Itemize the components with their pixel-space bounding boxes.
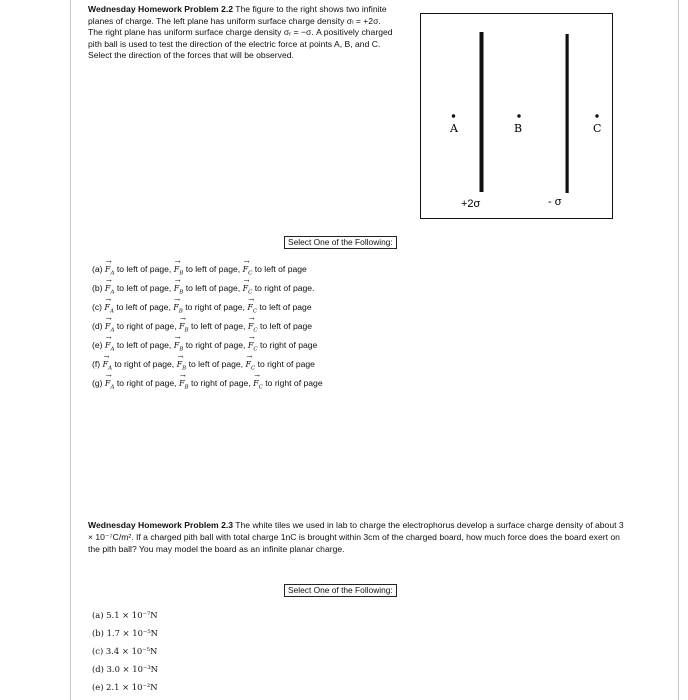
option-fc: to right of page: [260, 340, 318, 350]
left-plane: [480, 32, 484, 192]
option-item[interactable]: [92, 682, 158, 692]
option-item[interactable]: [92, 359, 315, 372]
problem-2-3-text: The white tiles we used in lab to charge the electrophorus develop a surface charge density of about 3 × 10⁻⁷C/m². If a charged pith ball with total charge 1nC is brought within 3cm of the charged board, how much force does the board exert on the pith ball? You may model the board as an infinite planar charge.: [88, 520, 624, 554]
force-a-symbol: → $F_A$: [105, 284, 115, 296]
option-item[interactable]: [92, 664, 158, 674]
option-letter: (e): [92, 682, 104, 692]
force-b-symbol: → $F_B$: [179, 379, 189, 391]
option-fa: to left of page,: [116, 302, 171, 312]
select-one-label-2: Select One of the Following:: [284, 584, 397, 597]
option-item[interactable]: [92, 283, 314, 296]
option-fb: to left of page,: [185, 264, 241, 274]
problem-2-3-statement: [88, 520, 628, 555]
option-fa: to right of page,: [116, 378, 177, 388]
option-fb: to right of page,: [190, 378, 251, 388]
option-item[interactable]: [92, 264, 307, 277]
page-edge-left: [70, 0, 71, 700]
force-a-symbol: → $F_A$: [105, 379, 115, 391]
force-c-symbol: → $F_C$: [245, 360, 255, 372]
option-letter: (c): [92, 302, 103, 312]
option-item[interactable]: [92, 321, 312, 334]
force-b-symbol: → $F_B$: [177, 360, 187, 372]
force-a-symbol: → $F_A$: [104, 303, 114, 315]
option-letter: (c): [92, 646, 104, 656]
option-value: 3.4 × 10⁻⁵N: [105, 646, 158, 656]
option-letter: (a): [92, 610, 104, 620]
right-plane: [566, 34, 569, 193]
option-letter: (d): [92, 321, 103, 331]
option-letter: (d): [92, 664, 104, 674]
option-letter: (b): [92, 283, 103, 293]
point-a-dot: [452, 114, 455, 117]
option-fc: to right of page.: [254, 283, 315, 293]
problem-2-2-text: The figure to the right shows two infinite planes of charge. The left plane has uniform surface charge density σₗ = +2σ. The right plane has uniform surface charge density σᵣ = −σ. A positively charged pith ball is used to test the direction of the electric force at points A, B, and C. Select the direction of the forces that will be observed.: [88, 4, 393, 61]
option-fa: to left of page,: [116, 283, 172, 293]
force-b-symbol: → $F_B$: [174, 284, 184, 296]
planes-diagram: [421, 14, 614, 220]
option-item[interactable]: [92, 378, 323, 391]
left-plane-label: +2σ: [461, 198, 481, 210]
option-item[interactable]: [92, 646, 157, 656]
force-b-symbol: → $F_B$: [173, 303, 183, 315]
option-fa: to right of page,: [116, 321, 177, 331]
force-a-symbol: → $F_A$: [105, 265, 115, 277]
option-value: 3.0 × 10⁻³N: [106, 664, 159, 674]
force-b-symbol: → $F_B$: [174, 265, 184, 277]
option-letter: (f): [92, 359, 101, 369]
problem-2-2-statement: [88, 4, 396, 62]
option-item[interactable]: [92, 610, 158, 620]
right-plane-label: - σ: [548, 196, 562, 208]
option-fc: to left of page: [260, 321, 313, 331]
option-fa: to left of page,: [116, 264, 172, 274]
option-fb: to right of page,: [185, 302, 245, 312]
charged-planes-figure: [420, 13, 613, 219]
force-a-symbol: → $F_A$: [105, 341, 115, 353]
point-c-label: C: [593, 122, 602, 135]
page-edge-right: [678, 0, 679, 700]
force-b-symbol: → $F_B$: [174, 341, 184, 353]
option-letter: (g): [92, 378, 103, 388]
option-item[interactable]: [92, 302, 312, 315]
force-c-symbol: → $F_C$: [248, 341, 258, 353]
force-b-symbol: → $F_B$: [179, 322, 189, 334]
force-c-symbol: → $F_C$: [247, 303, 257, 315]
point-c-dot: [595, 114, 598, 117]
force-a-symbol: → $F_A$: [105, 322, 115, 334]
option-fc: to left of page: [259, 302, 312, 312]
option-value: 2.1 × 10⁻²N: [106, 682, 158, 692]
option-fb: to right of page,: [185, 340, 246, 350]
problem-2-2-title: Wednesday Homework Problem 2.2: [88, 4, 234, 14]
option-fc: to right of page: [257, 359, 315, 369]
option-item[interactable]: [92, 628, 158, 638]
option-fc: to left of page: [254, 264, 307, 274]
option-letter: (e): [92, 340, 103, 350]
option-letter: (b): [92, 628, 104, 638]
option-fa: to right of page,: [114, 359, 175, 369]
option-item[interactable]: [92, 340, 317, 353]
force-c-symbol: → $F_C$: [243, 265, 253, 277]
force-c-symbol: → $F_C$: [253, 379, 263, 391]
option-letter: (a): [92, 264, 103, 274]
option-value: 1.7 × 10⁻⁵N: [106, 628, 159, 638]
point-b-dot: [517, 114, 520, 117]
force-a-symbol: → $F_A$: [103, 360, 113, 372]
option-fb: to left of page,: [185, 283, 241, 293]
option-fb: to left of page,: [188, 359, 244, 369]
force-c-symbol: → $F_C$: [243, 284, 253, 296]
option-fb: to left of page,: [190, 321, 246, 331]
select-one-label-1: Select One of the Following:: [284, 236, 397, 249]
force-c-symbol: → $F_C$: [248, 322, 258, 334]
option-fc: to right of page: [265, 378, 323, 388]
problem-2-3-title: Wednesday Homework Problem 2.3: [88, 520, 234, 530]
option-fa: to left of page,: [116, 340, 172, 350]
point-b-label: B: [514, 122, 523, 135]
point-a-label: A: [450, 122, 458, 135]
option-value: 5.1 × 10⁻⁷N: [106, 610, 158, 620]
